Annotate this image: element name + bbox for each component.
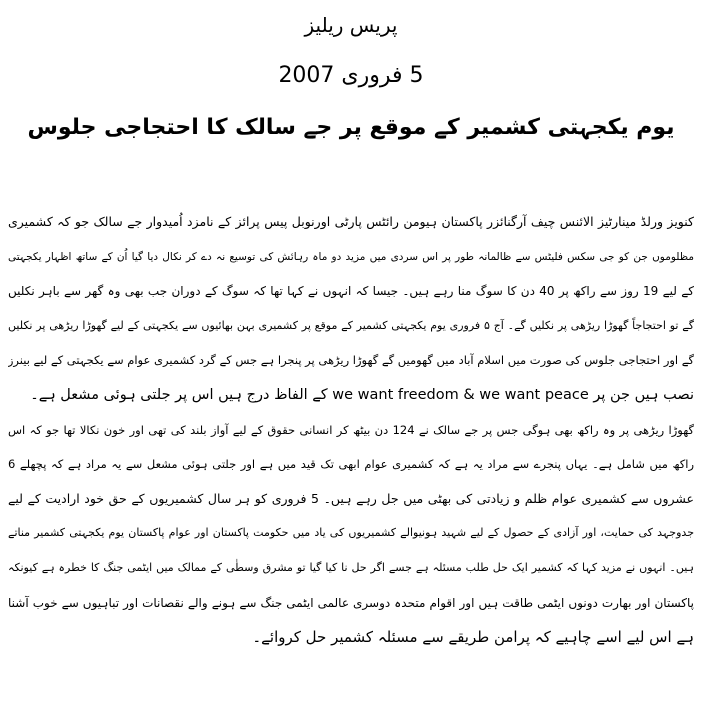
body-line: عشروں سے کشمیری عوام ظلم و زیادتی کی بھٹی میں جل رہے ہیں۔ 5 فروری کو ہر سال کشمیریوں کے حق خود ارادیت کے لیے bbox=[8, 490, 694, 506]
body-line: گے اور احتجاجی جلوس کی صورت میں اسلام آباد میں گھومیں گے گھوڑا ریڑھی پر پنجرا ہے جس کے گرد کشمیری عوام سے یکجہتی کے لیے بینرز bbox=[8, 353, 694, 368]
body-line: ہیں۔ انہوں نے مزید کہا کہ کشمیر ایک حل طلب مسئلہ ہے جسے اگر حل نا کیا گیا تو مشرق وسطٰی کے ممالک میں ایٹمی جنگ کا خطرہ ہے کیونکہ bbox=[8, 560, 694, 574]
body-line: پاکستان اور بھارت دونوں ایٹمی طاقت ہیں اور اقوام متحدہ دوسری عالمی ایٹمی جنگ سے ہونے والے نقصانات اور تباہیوں سے خوب آشنا bbox=[8, 595, 694, 610]
body-line: کے لیے 19 روز سے راکھ پر 40 دن کا سوگ منا رہے ہیں۔ جیسا کہ انہوں نے کہا تھا کہ سوگ کے دوران جب بھی وہ گھر سے باہر نکلیں bbox=[8, 284, 694, 299]
body-line: راکھ میں شامل ہے۔ یہاں پنجرے سے مراد یہ ہے کہ کشمیری عوام ابھی تک قید میں ہے اور جلتی ہوئی مشعل سے یہ مراد ہے کہ پچھلے 6 bbox=[8, 457, 694, 472]
page-title: یوم یکجہتی کشمیر کے موقع پر جے سالک کا احتجاجی جلوس bbox=[27, 115, 675, 140]
body-line: کنویز ورلڈ مینارٹیز الائنس چیف آرگنائزر پاکستان ہیومن رائٹس پارٹی اورنوبل پیس پرائز کے نامزد اُمیدوار جے سالک جو کہ کشمیری bbox=[8, 214, 694, 229]
body-line: ہے اس لیے اسے چاہیے کہ پرامن طریقے سے مسئلہ کشمیر حل کروائے۔ bbox=[252, 628, 694, 647]
release-body bbox=[8, 205, 694, 655]
release-date: 5 فروری 2007 bbox=[278, 63, 424, 88]
body-line: مظلوموں جن کو جی سکس فلیٹس سے ظالمانہ طور پر اس سردی میں مزید دو ماہ رہائش کی توسیع نہ دے کر نکال دیا گیا اُن کے ساتھ اظہار یکجہتی bbox=[8, 250, 694, 263]
body-line: گھوڑا ریڑھی پر وہ راکھ بھی ہوگی جس پر جے سالک نے 124 دن بیٹھ کر انسانی حقوق کے لیے آواز بلند کی تھی اور خون نکالا تھا جو کہ اس bbox=[8, 422, 694, 437]
body-line: جدوجہد کی حمایت، اور آزادی کے حصول کے لیے شہید ہونیوالے کشمیریوں کی یاد میں حکومت پاکستان اور عوام پاکستان یوم یکجہتی کشمیر مناتے bbox=[8, 526, 694, 540]
body-line: گے تو احتجاجاً گھوڑا ریڑھی پر نکلیں گے۔ آج ۵ فروری یوم یکجہتی کشمیر کے موقع پر کشمیری بہن بھائیوں سے یکجہتی کے لیے گھوڑا ریڑھی پر نکلیں bbox=[8, 318, 694, 332]
body-line: نصب ہیں جن پر we want freedom & we want peace کے الفاظ درج ہیں اس پر جلتی ہوئی مشعل ہے۔ bbox=[30, 386, 694, 403]
release-heading: پریس ریلیز bbox=[304, 13, 398, 37]
